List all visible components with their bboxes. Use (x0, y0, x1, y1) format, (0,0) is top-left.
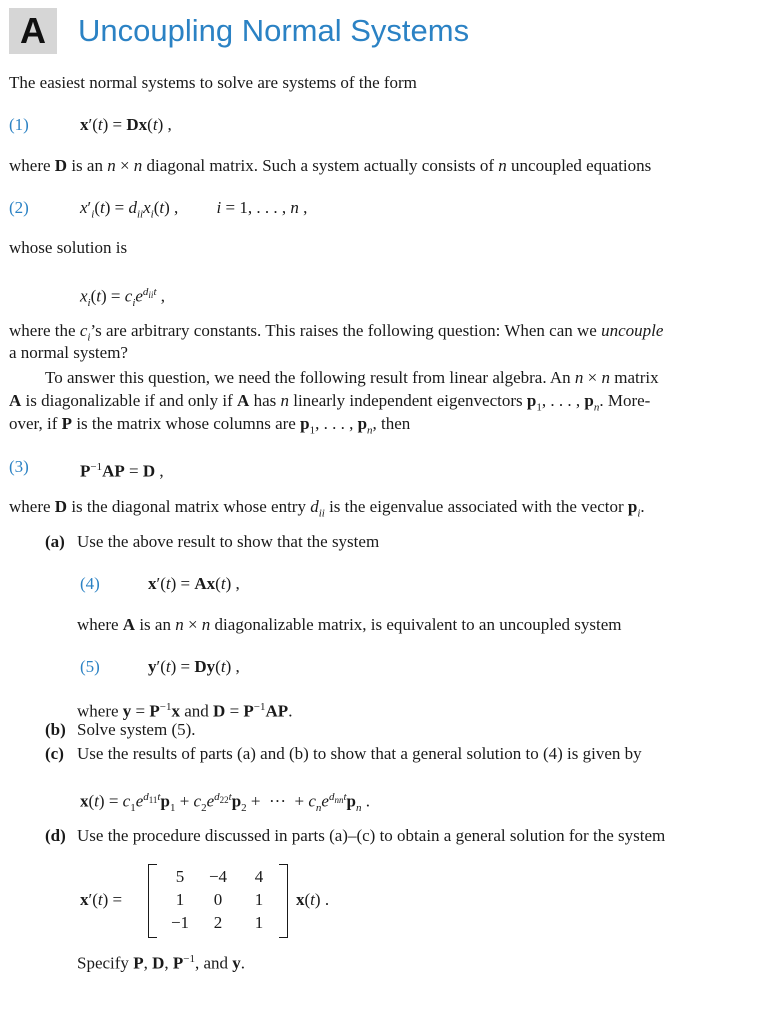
equation-1: x′(t) = Dx(t) , (80, 115, 172, 134)
matrix-cell: 1 (254, 913, 264, 932)
equation-number-4: (4) (80, 574, 100, 593)
part-b-label: (b) (45, 720, 66, 739)
section-title: Uncoupling Normal Systems (78, 13, 470, 48)
text-whose-solution: whose solution is (9, 238, 128, 257)
part-a-label: (a) (45, 532, 65, 551)
equation-2: $x'_i(t) = d_{ii}x_i(t)$ , i = 1, . . . , n , (80, 198, 308, 221)
text-answer-line-2: A is diagonalizable if and only if A has n linearly independent eigenvectors $p_1$, . . . , $p_n$. More- (9, 391, 651, 414)
part-d-label: (d) (45, 826, 66, 845)
text-normal-system-question: a normal system? (9, 343, 128, 362)
part-d-text: Use the procedure discussed in parts (a)–(c) to obtain a general solution for the system (77, 826, 666, 845)
matrix-cell: −1 (170, 913, 190, 932)
equation-number-1: (1) (9, 115, 29, 134)
equation-general-solution: $x(t) = c_1e^{d_{11}t}p_1 + c_2e^{d_{22}t}p_2$ + ··· + $c_ne^{d_{nn}t}p_n$ . (80, 791, 370, 815)
matrix-cell: 0 (213, 890, 223, 909)
matrix-cell: 4 (254, 867, 264, 886)
intro-text: The easiest normal systems to solve are systems of the form (9, 73, 417, 92)
text-eigenvalue: where D is the diagonal matrix whose entry $d_{ii}$ is the eigenvalue associated with the vector $p_i$. (9, 497, 645, 520)
matrix-right-bracket (279, 864, 288, 938)
matrix-left-bracket (148, 864, 157, 938)
matrix-cell: 2 (213, 913, 223, 932)
equation-number-3: (3) (9, 457, 29, 476)
part-b-text: Solve system (5). (77, 720, 196, 739)
equation-5: y′(t) = Dy(t) , (148, 657, 240, 676)
equation-number-5: (5) (80, 657, 100, 676)
matrix-cell: −4 (208, 867, 228, 886)
text-answer-line-1: To answer this question, we need the following result from linear algebra. An n × n matrix (45, 368, 659, 387)
text-equivalent: where A is an n × n diagonalizable matrix, is equivalent to an uncoupled system (77, 615, 622, 634)
coefficient-matrix (148, 864, 288, 936)
equation-solution: $x_i(t) = c_ie^{d_{ii}t}$ , (80, 286, 165, 310)
text-constants: where the $c_i’s$ are arbitrary constants. This raises the following question: When can we uncouple (9, 321, 664, 344)
matrix-cell: 1 (254, 890, 264, 909)
part-a-text: Use the above result to show that the system (77, 532, 380, 551)
matrix-equation-lhs: x′(t) = (80, 890, 123, 909)
matrix-equation-rhs: x(t) . (296, 890, 330, 909)
text-answer-line-3: over, if P is the matrix whose columns are $p_1$, . . . , $p_n$, then (9, 414, 411, 437)
part-c-label: (c) (45, 744, 64, 763)
section-letter-badge: A (9, 8, 57, 54)
text-diagonal-matrix: where D is an n × n diagonal matrix. Such a system actually consists of n uncoupled equations (9, 156, 652, 175)
text-where-y: where $y = P^{-1}x$ and $D = P^{-1}AP$. (77, 701, 293, 721)
text-specify: Specify P, D, $P^{-1}$, and y. (77, 953, 246, 973)
matrix-cell: 5 (175, 867, 185, 886)
matrix-cell: 1 (175, 890, 185, 909)
equation-4: x′(t) = Ax(t) , (148, 574, 240, 593)
equation-number-2: (2) (9, 198, 29, 217)
part-c-text: Use the results of parts (a) and (b) to show that a general solution to (4) is given by (77, 744, 642, 763)
equation-3: $P^{-1}AP = D$ , (80, 461, 164, 481)
